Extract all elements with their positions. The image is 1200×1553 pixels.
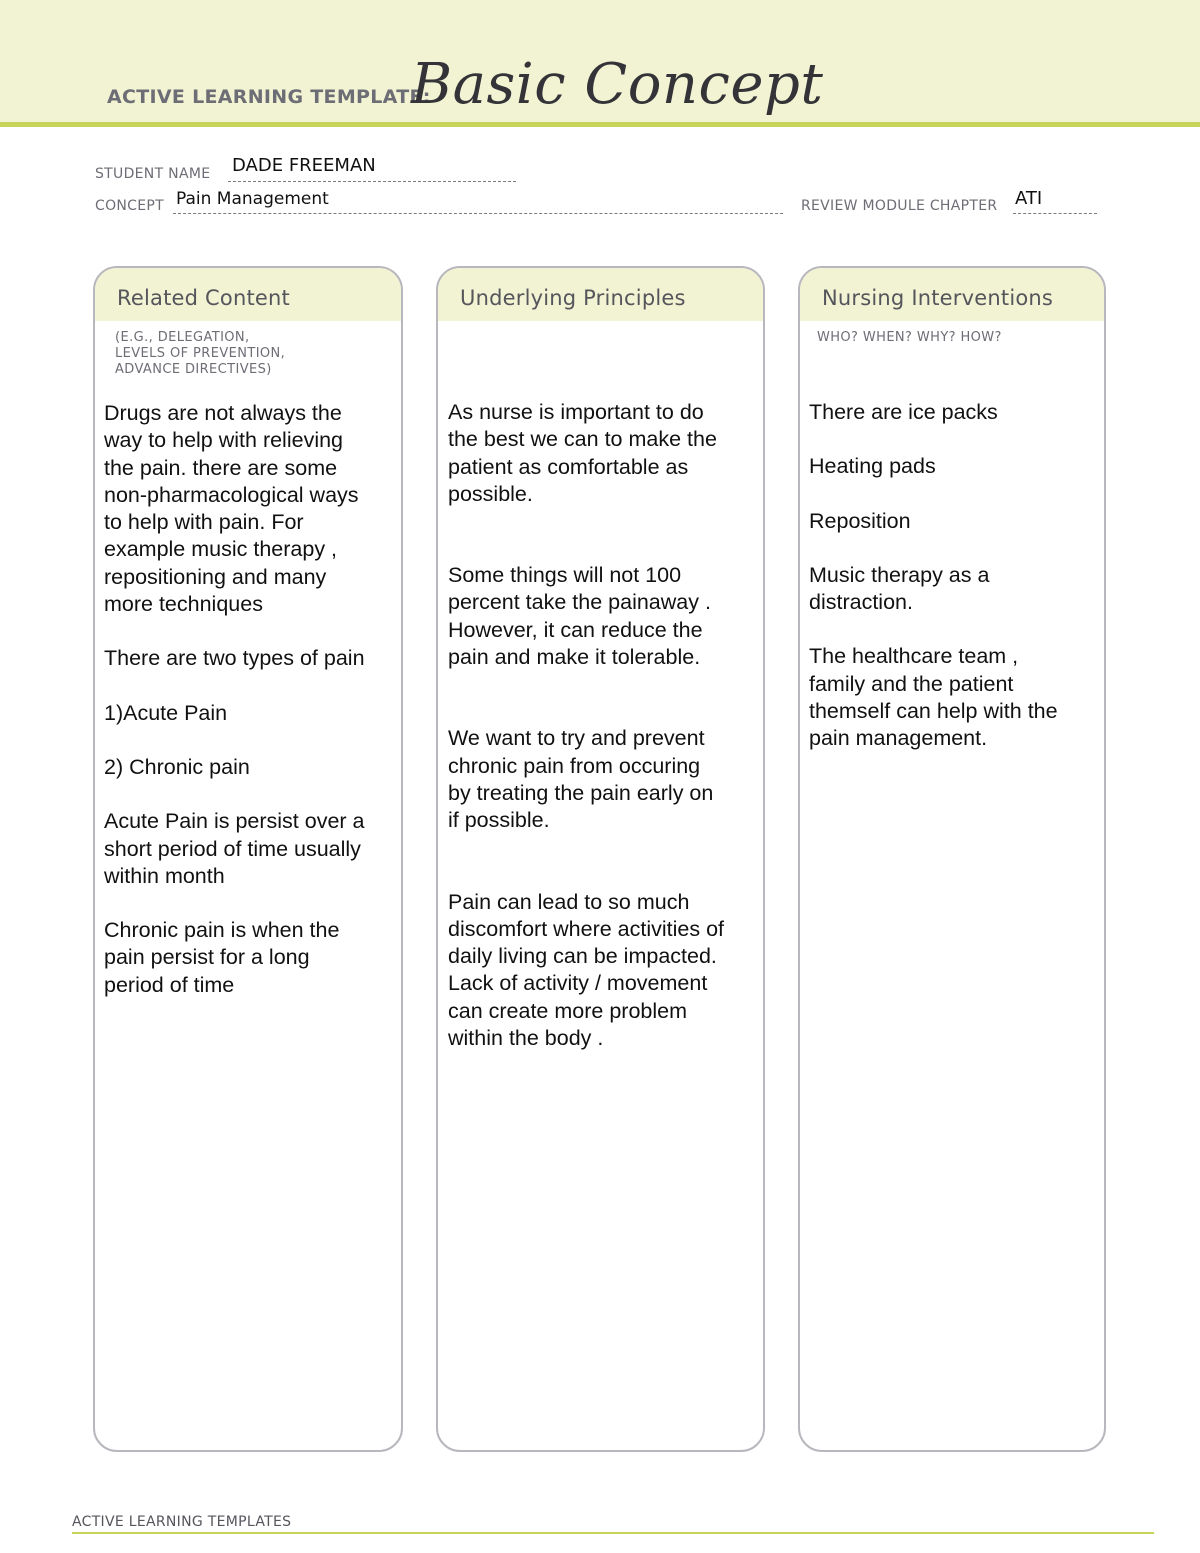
underlying-principles-panel [436,266,765,1452]
interventions-paragraph: There are ice packs [809,400,998,424]
nursing-interventions-panel [798,266,1106,1452]
student-name-field[interactable]: DADE FREEMAN [232,155,376,176]
underlying-principles-body[interactable] [448,399,760,1052]
interventions-paragraph: The healthcare team , family and the patient themself can help with the pain management. [809,644,1058,751]
concept-underline [173,213,783,214]
principles-paragraph: Some things will not 100 percent take the painaway . However, it can reduce the pain and make it tolerable. [448,563,711,670]
template-title: Basic Concept [411,52,824,117]
review-module-label: REVIEW MODULE CHAPTER [801,198,998,214]
student-name-label: STUDENT NAME [95,166,211,182]
related-paragraph: Chronic pain is when the pain persist for a long period of time [104,918,340,997]
nursing-interventions-body[interactable] [809,399,1101,753]
principles-paragraph: Pain can lead to so much discomfort where activities of daily living can be impacted. Lack of activity / movement can create more problem within the body . [448,889,725,1051]
footer-label: ACTIVE LEARNING TEMPLATES [72,1514,292,1530]
underlying-principles-title: Underlying Principles [438,268,763,321]
related-paragraph: 2) Chronic pain [104,754,250,779]
principles-paragraph: We want to try and prevent chronic pain from occuring by treating the pain early on if possible. [448,726,714,833]
review-module-field[interactable]: ATI [1015,188,1043,209]
related-content-title: Related Content [95,268,401,321]
nursing-interventions-subtitle: WHO? WHEN? WHY? HOW? [817,330,1002,345]
footer-divider [72,1532,1154,1534]
related-content-subtitle: (E.G., DELEGATION, LEVELS OF PREVENTION, ADVANCE DIRECTIVES) [115,330,286,377]
review-module-underline [1013,213,1097,214]
related-paragraph: 1)Acute Pain [104,700,228,725]
principles-paragraph: As nurse is important to do the best we can to make the patient as comfortable as possible. [448,400,717,506]
related-content-body[interactable] [104,400,399,999]
template-label: ACTIVE LEARNING TEMPLATE: [107,86,431,108]
interventions-paragraph: Reposition [809,508,911,533]
interventions-paragraph: Heating pads [809,454,936,479]
interventions-paragraph: Music therapy as a distraction. [809,562,990,615]
related-paragraph: Acute Pain is persist over a short period of time usually within month [104,809,365,888]
nursing-interventions-title: Nursing Interventions [800,268,1104,321]
related-paragraph: There are two types of pain [104,646,365,671]
related-content-panel [93,266,403,1452]
concept-field[interactable]: Pain Management [176,189,329,209]
header-divider [0,122,1200,127]
related-paragraph: Drugs are not always the way to help with relieving the pain. there are some non-pharmacological ways to help with pain. For example music therapy , repositioning and many more techniques [104,401,359,617]
concept-label: CONCEPT [95,198,164,214]
student-name-underline [228,181,516,182]
